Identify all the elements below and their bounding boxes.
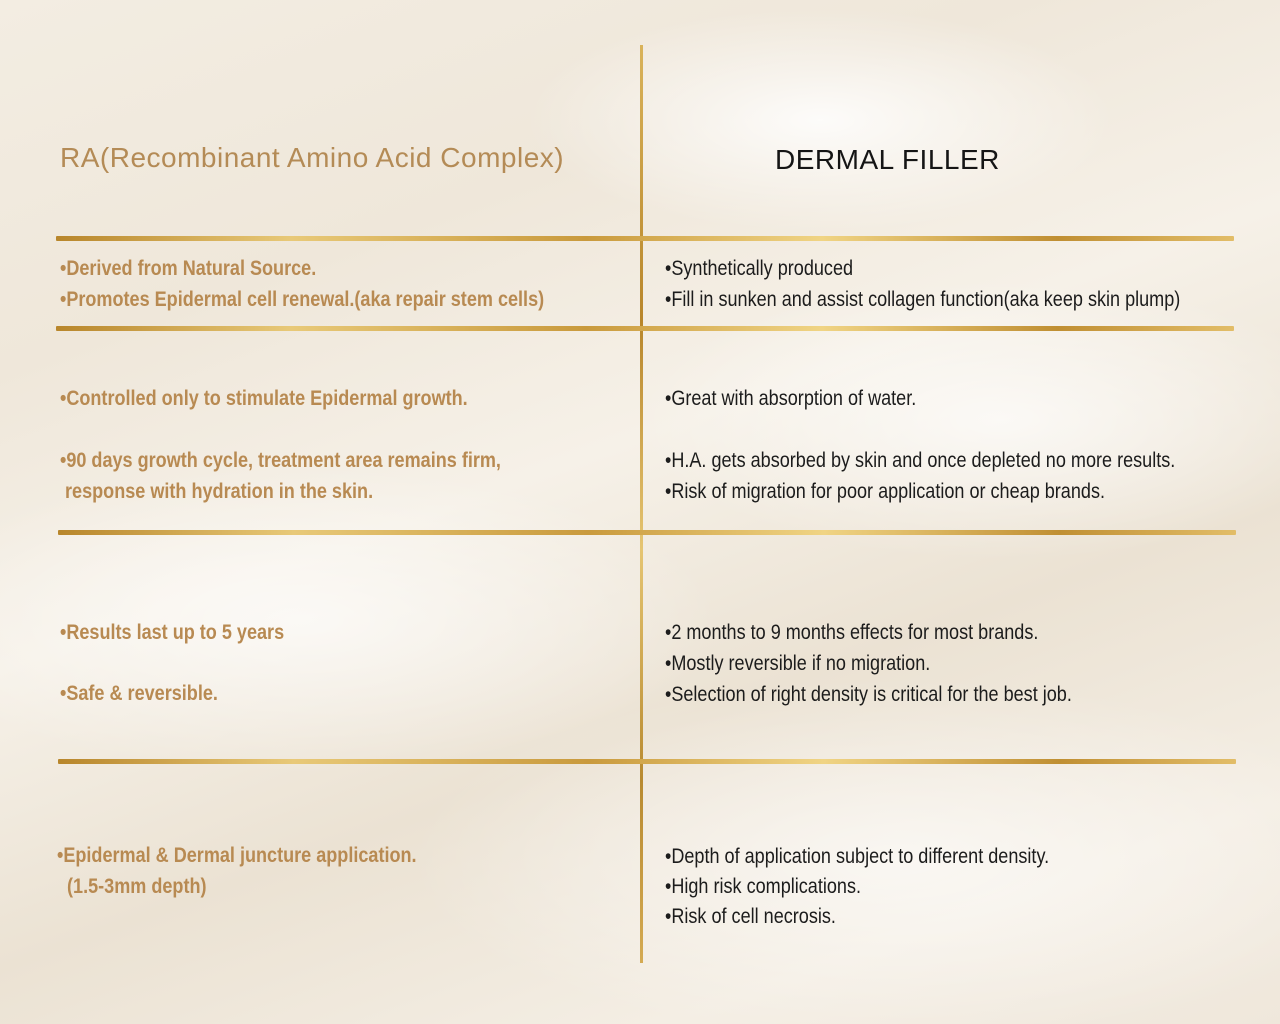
row2-right-line2: •H.A. gets absorbed by skin and once depleted no more results. (665, 449, 1176, 472)
row3-right-line3: •Selection of right density is critical for the best job. (665, 683, 1072, 706)
row2-left-line1: •Controlled only to stimulate Epidermal growth. (60, 387, 468, 410)
row2-right-line1: •Great with absorption of water. (665, 387, 917, 410)
row3-right-line2: •Mostly reversible if no migration. (665, 652, 931, 675)
row2-right-line3: •Risk of migration for poor application or cheap brands. (665, 480, 1105, 503)
row4-right-line1: •Depth of application subject to different density. (665, 845, 1050, 868)
row2-left-line3: response with hydration in the skin. (60, 480, 374, 503)
row1-right-line1: •Synthetically produced (665, 257, 854, 280)
row3-left-line1: •Results last up to 5 years (60, 621, 285, 644)
row3-right-line1: •2 months to 9 months effects for most brands. (665, 621, 1039, 644)
row2-left-line2: •90 days growth cycle, treatment area remains firm, (60, 449, 501, 472)
row-divider-4 (58, 759, 1236, 764)
row-divider-1 (56, 236, 1234, 241)
row1-left-line1: •Derived from Natural Source. (60, 257, 317, 280)
row3-left-line2: •Safe & reversible. (60, 682, 218, 705)
row-divider-2 (56, 326, 1234, 331)
column-divider (640, 45, 643, 963)
row1-left-line2: •Promotes Epidermal cell renewal.(aka repair stem cells) (60, 288, 545, 311)
header-dermal-filler: DERMAL FILLER (775, 144, 1000, 175)
row4-right-line3: •Risk of cell necrosis. (665, 905, 836, 928)
row4-left-line2: (1.5-3mm depth) (57, 875, 207, 898)
header-ra: RA(Recombinant Amino Acid Complex) (60, 142, 565, 173)
row4-left-line1: •Epidermal & Dermal juncture application. (57, 844, 417, 867)
row1-right-line2: •Fill in sunken and assist collagen function(aka keep skin plump) (665, 288, 1181, 311)
row4-right-line2: •High risk complications. (665, 875, 862, 898)
row-divider-3 (58, 530, 1236, 535)
